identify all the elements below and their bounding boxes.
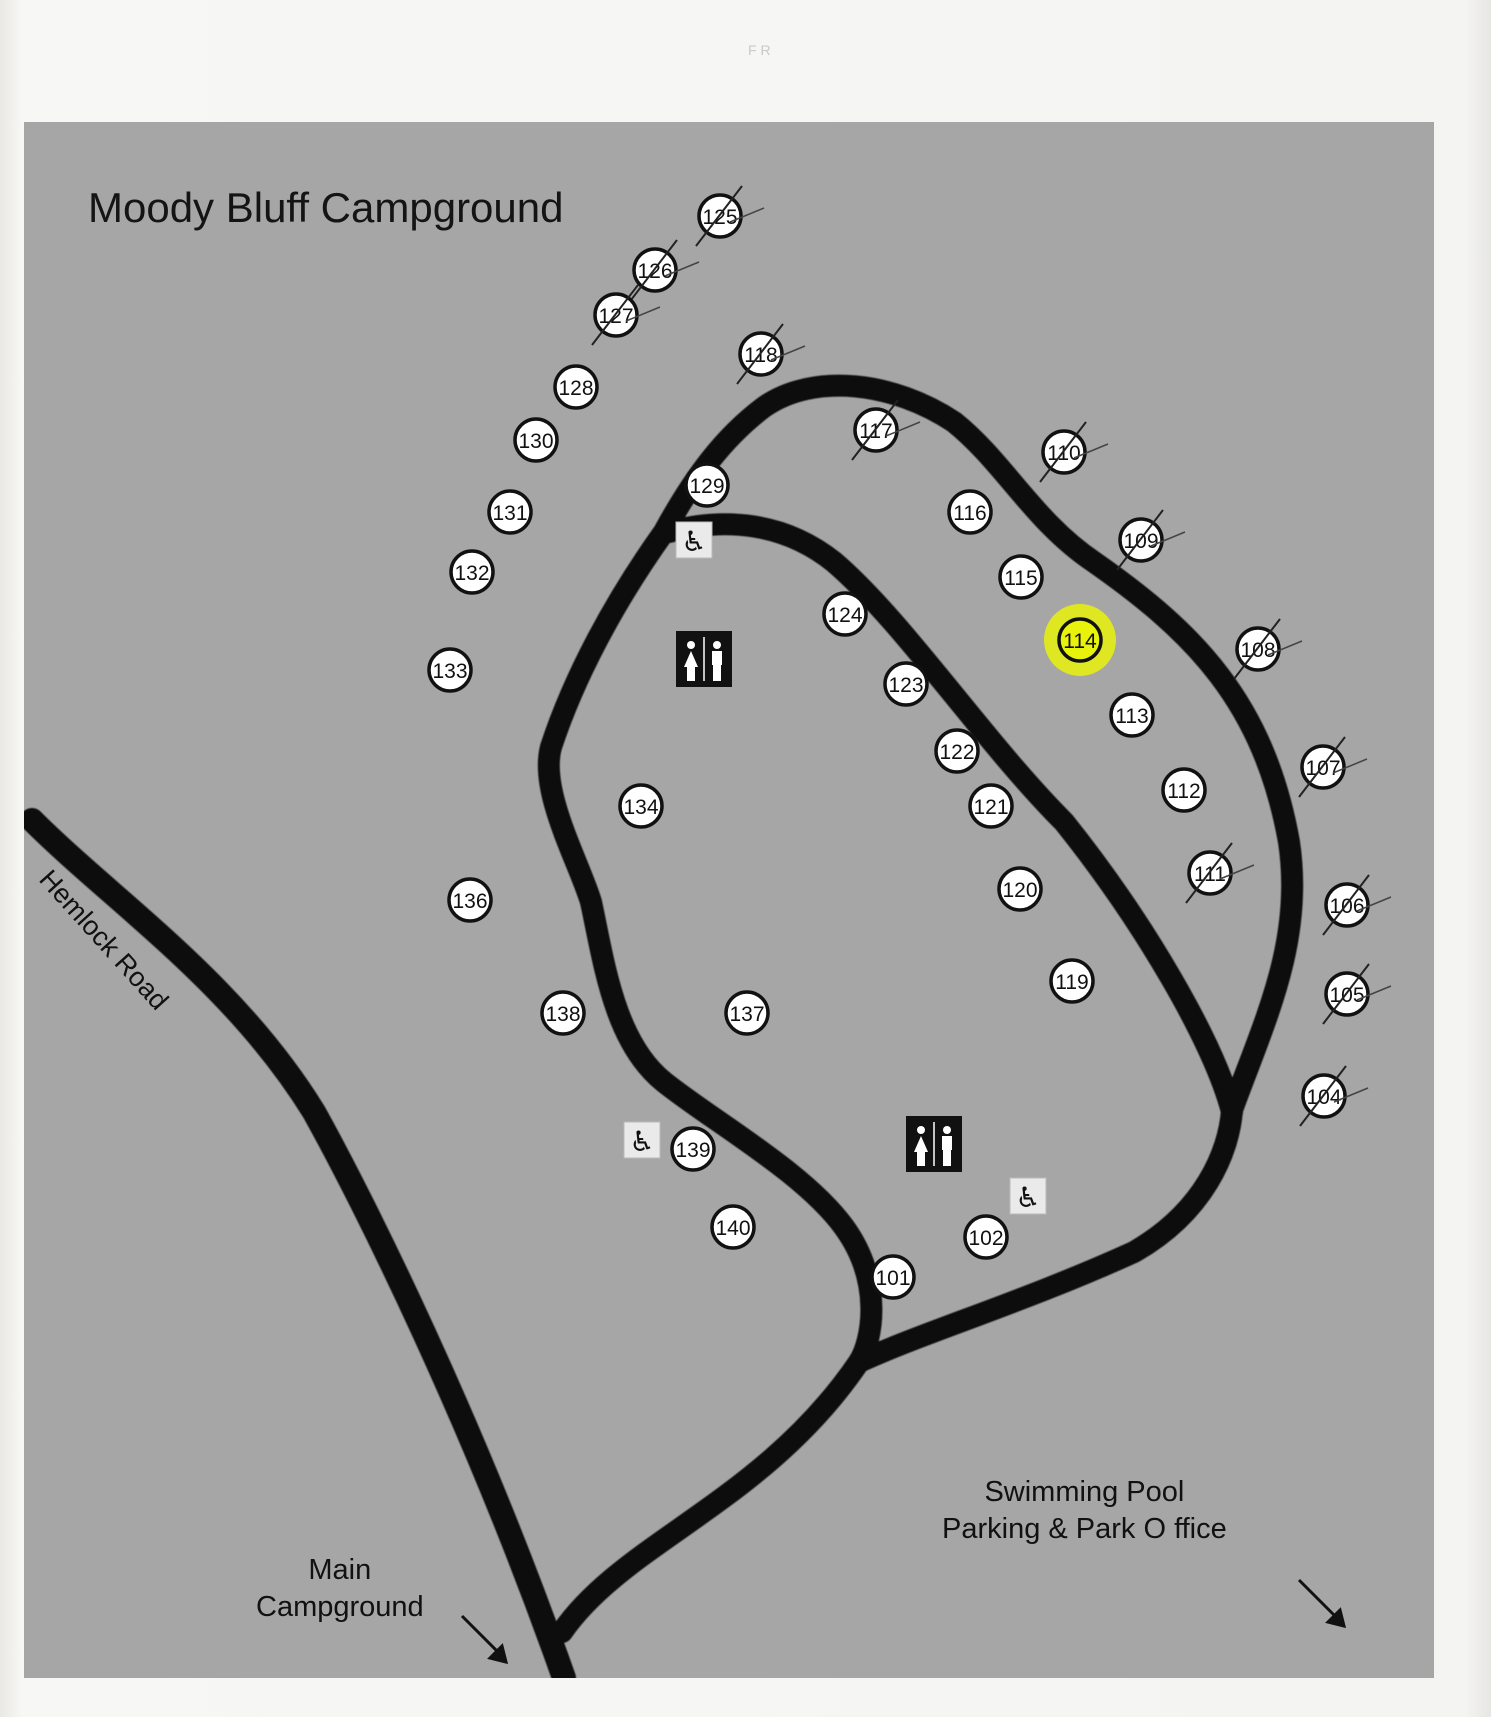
campsite-number: 121 bbox=[973, 796, 1009, 819]
campsite-138[interactable] bbox=[542, 992, 584, 1034]
campsite-number: 107 bbox=[1305, 757, 1341, 780]
campsite-number: 128 bbox=[558, 377, 594, 400]
main-campground-label bbox=[256, 1552, 424, 1626]
restroom-icon bbox=[676, 631, 732, 687]
campsite-number: 101 bbox=[875, 1267, 911, 1290]
campsite-number: 136 bbox=[452, 890, 488, 913]
campsite-110[interactable] bbox=[1040, 422, 1108, 482]
campsite-115[interactable] bbox=[1000, 556, 1042, 598]
pool-office-label bbox=[942, 1474, 1227, 1548]
map-canvas bbox=[24, 122, 1434, 1678]
svg-text:♿: ♿ bbox=[1015, 1181, 1041, 1214]
campsite-number: 110 bbox=[1047, 442, 1081, 465]
campsite-113[interactable] bbox=[1111, 694, 1153, 736]
campsite-number: 105 bbox=[1329, 984, 1365, 1007]
campsite-number: 130 bbox=[518, 430, 554, 453]
main-campground-label-line1: Main bbox=[308, 1554, 372, 1586]
restroom-icon bbox=[906, 1116, 962, 1172]
campsite-118[interactable] bbox=[737, 324, 805, 384]
campsite-number: 127 bbox=[598, 305, 634, 328]
campsite-123[interactable] bbox=[885, 663, 927, 705]
campsite-number: 102 bbox=[968, 1227, 1004, 1250]
campsite-109[interactable] bbox=[1117, 510, 1185, 570]
campsite-number: 137 bbox=[729, 1003, 765, 1026]
entrance-road bbox=[562, 1362, 859, 1632]
campsite-104[interactable] bbox=[1300, 1066, 1368, 1126]
campsite-number: 106 bbox=[1329, 895, 1365, 918]
campsite-101[interactable] bbox=[872, 1256, 914, 1298]
campsite-number: 134 bbox=[623, 796, 659, 819]
campsite-122[interactable] bbox=[936, 730, 978, 772]
campsite-131[interactable] bbox=[489, 491, 531, 533]
accessible-icon bbox=[676, 522, 712, 558]
campsite-137[interactable] bbox=[726, 992, 768, 1034]
svg-text:♿: ♿ bbox=[629, 1125, 655, 1158]
campsite-136[interactable] bbox=[449, 879, 491, 921]
campsite-number: 123 bbox=[888, 674, 924, 697]
accessible-icon bbox=[1010, 1178, 1046, 1214]
campsite-114[interactable] bbox=[1059, 619, 1101, 661]
campsite-112[interactable] bbox=[1163, 769, 1205, 811]
campsite-119[interactable] bbox=[1051, 960, 1093, 1002]
campsite-number: 116 bbox=[953, 502, 987, 525]
campsite-number: 108 bbox=[1240, 639, 1276, 662]
campsite-number: 133 bbox=[432, 660, 468, 683]
campsite-number: 117 bbox=[859, 420, 893, 443]
campsite-number: 139 bbox=[675, 1139, 711, 1162]
campsite-125[interactable] bbox=[696, 186, 764, 246]
campsite-107[interactable] bbox=[1299, 737, 1367, 797]
campsite-number: 119 bbox=[1055, 971, 1089, 994]
campsite-129[interactable] bbox=[686, 464, 728, 506]
campsite-number: 124 bbox=[827, 604, 863, 627]
campsite-134[interactable] bbox=[620, 785, 662, 827]
map-title: Moody Bluff Campground bbox=[88, 184, 564, 231]
campsite-number: 138 bbox=[545, 1003, 581, 1026]
campsite-number: 120 bbox=[1002, 879, 1038, 902]
campground-map bbox=[24, 122, 1434, 1678]
campsite-127[interactable] bbox=[592, 285, 660, 345]
campsite-105[interactable] bbox=[1323, 964, 1391, 1024]
campsite-number: 111 bbox=[1194, 863, 1226, 886]
campsite-140[interactable] bbox=[712, 1206, 754, 1248]
campsite-133[interactable] bbox=[429, 649, 471, 691]
paper-mark: F R bbox=[748, 42, 771, 58]
campsite-102[interactable] bbox=[965, 1216, 1007, 1258]
pool-office-label-line2: Parking & Park O ffice bbox=[942, 1513, 1227, 1545]
campsite-number: 132 bbox=[454, 562, 490, 585]
campsite-number: 131 bbox=[492, 502, 528, 525]
campsite-130[interactable] bbox=[515, 419, 557, 461]
campsite-number: 112 bbox=[1167, 780, 1201, 803]
campsite-111[interactable] bbox=[1186, 843, 1254, 903]
campsite-126[interactable] bbox=[631, 240, 699, 300]
svg-text:♿: ♿ bbox=[681, 525, 707, 558]
campsite-number: 115 bbox=[1004, 567, 1038, 590]
campsite-132[interactable] bbox=[451, 551, 493, 593]
campsite-number: 126 bbox=[637, 260, 673, 283]
campsite-number: 109 bbox=[1123, 530, 1159, 553]
campsite-number: 104 bbox=[1306, 1086, 1342, 1109]
campsite-number: 125 bbox=[702, 206, 738, 229]
campsite-121[interactable] bbox=[970, 785, 1012, 827]
campsite-128[interactable] bbox=[555, 366, 597, 408]
campsite-120[interactable] bbox=[999, 868, 1041, 910]
campsite-124[interactable] bbox=[824, 593, 866, 635]
campsite-number: 113 bbox=[1115, 705, 1149, 728]
campsite-116[interactable] bbox=[949, 491, 991, 533]
hemlock-road-label: Hemlock Road bbox=[33, 864, 175, 1016]
campsite-number: 129 bbox=[689, 475, 725, 498]
campsite-number: 140 bbox=[715, 1217, 751, 1240]
campsite-number: 122 bbox=[939, 741, 975, 764]
main-campground-label-line2: Campground bbox=[256, 1591, 424, 1623]
campsite-106[interactable] bbox=[1323, 875, 1391, 935]
campsite-108[interactable] bbox=[1234, 619, 1302, 679]
campsite-number: 114 bbox=[1063, 630, 1097, 653]
accessible-icon bbox=[624, 1122, 660, 1158]
pool-office-label-line1: Swimming Pool bbox=[984, 1476, 1185, 1508]
campsite-number: 118 bbox=[744, 344, 778, 367]
campsite-139[interactable] bbox=[672, 1128, 714, 1170]
